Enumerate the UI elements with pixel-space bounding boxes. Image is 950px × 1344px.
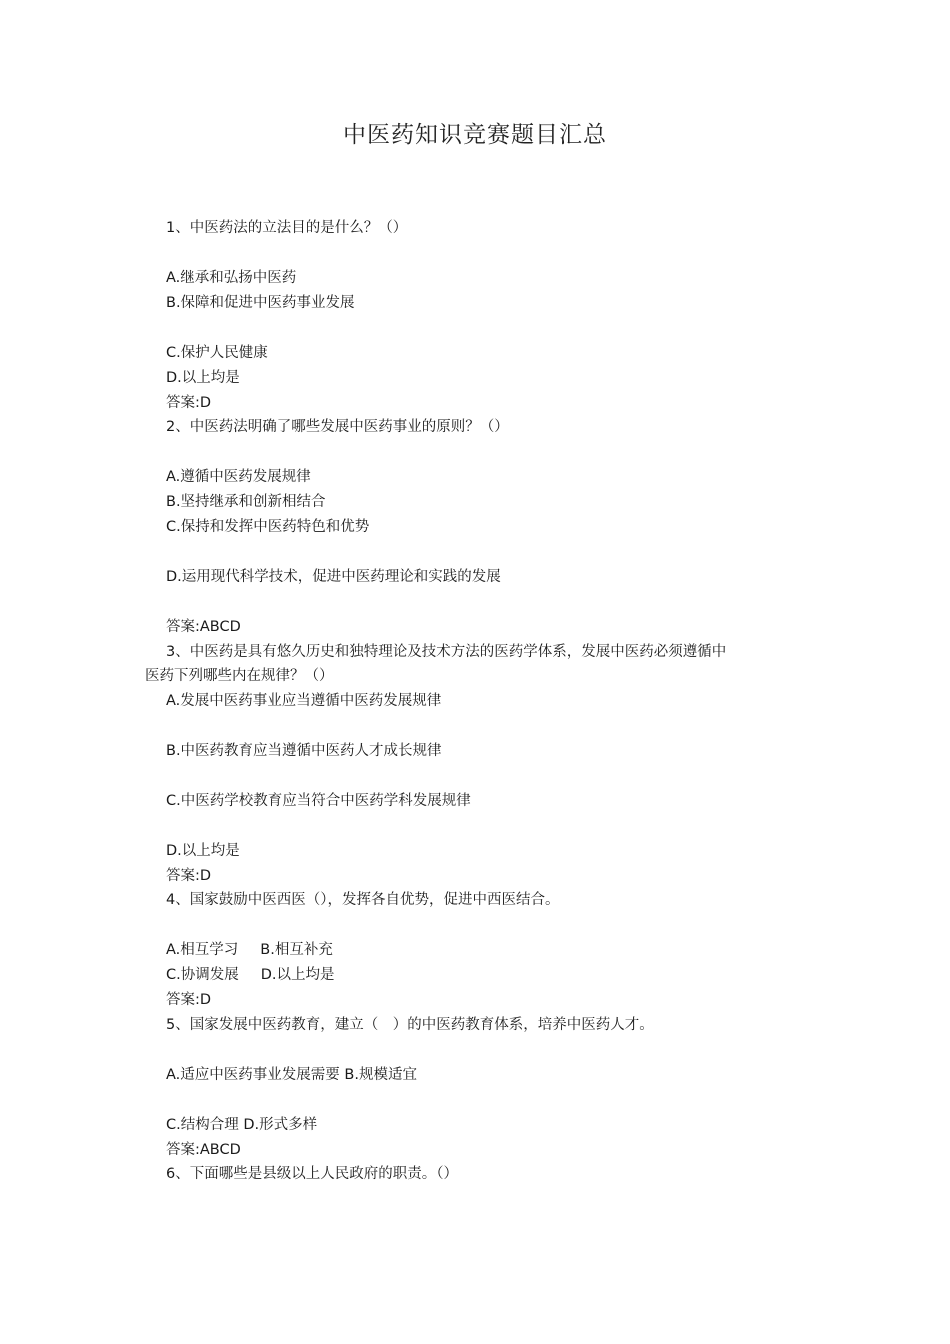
question-4-stem: 4、国家鼓励中医西医（），发挥各自优势，促进中西医结合。 — [166, 892, 560, 908]
question-5-options-cd: C.结构合理 D.形式多样 — [166, 1117, 318, 1133]
question-1-stem: 1、中医药法的立法目的是什么？（） — [166, 220, 408, 236]
question-2-option-a: A.遵循中医药发展规律 — [166, 469, 311, 485]
question-4-options-cd — [166, 965, 335, 985]
question-4-option-b: B.相互补充 — [260, 942, 333, 958]
question-2-stem: 2、中医药法明确了哪些发展中医药事业的原则？（） — [166, 419, 509, 435]
question-5-options-ab: A.适应中医药事业发展需要 B.规模适宜 — [166, 1067, 417, 1083]
document-title: 中医药知识竞赛题目汇总 — [343, 122, 607, 148]
question-3-answer: 答案:D — [166, 868, 212, 884]
question-6-stem: 6、下面哪些是县级以上人民政府的职责。（） — [166, 1166, 458, 1182]
question-1-answer: 答案:D — [166, 395, 212, 411]
question-4-option-a: A.相互学习 — [166, 942, 239, 958]
question-1-option-c: C.保护人民健康 — [166, 345, 268, 361]
question-1-option-b: B.保障和促进中医药事业发展 — [166, 295, 355, 311]
question-1-option-a: A.继承和弘扬中医药 — [166, 270, 297, 286]
question-3-stem-line-2: 医药下列哪些内在规律？（） — [145, 668, 334, 684]
question-3-option-d: D.以上均是 — [166, 843, 240, 859]
question-2-answer: 答案:ABCD — [166, 619, 241, 635]
question-4-answer: 答案:D — [166, 992, 212, 1008]
question-2-option-d: D.运用现代科学技术，促进中医药理论和实践的发展 — [166, 569, 501, 585]
question-4-option-c: C.协调发展 — [166, 967, 239, 983]
question-2-option-b: B.坚持继承和创新相结合 — [166, 494, 326, 510]
question-5-stem: 5、国家发展中医药教育，建立（ ）的中医药教育体系，培养中医药人才。 — [166, 1017, 654, 1033]
question-4-option-d: D.以上均是 — [260, 967, 335, 983]
question-3-option-b: B.中医药教育应当遵循中医药人才成长规律 — [166, 743, 442, 759]
question-3-stem-line-1: 3、中医药是具有悠久历史和独特理论及技术方法的医药学体系，发展中医药必须遵循中 — [166, 644, 727, 660]
question-3-option-a: A.发展中医药事业应当遵循中医药发展规律 — [166, 693, 442, 709]
question-5-answer: 答案:ABCD — [166, 1142, 241, 1158]
question-2-option-c: C.保持和发挥中医药特色和优势 — [166, 519, 370, 535]
question-4-options-ab — [166, 940, 333, 960]
question-3-option-c: C.中医药学校教育应当符合中医药学科发展规律 — [166, 793, 471, 809]
question-1-option-d: D.以上均是 — [166, 370, 240, 386]
